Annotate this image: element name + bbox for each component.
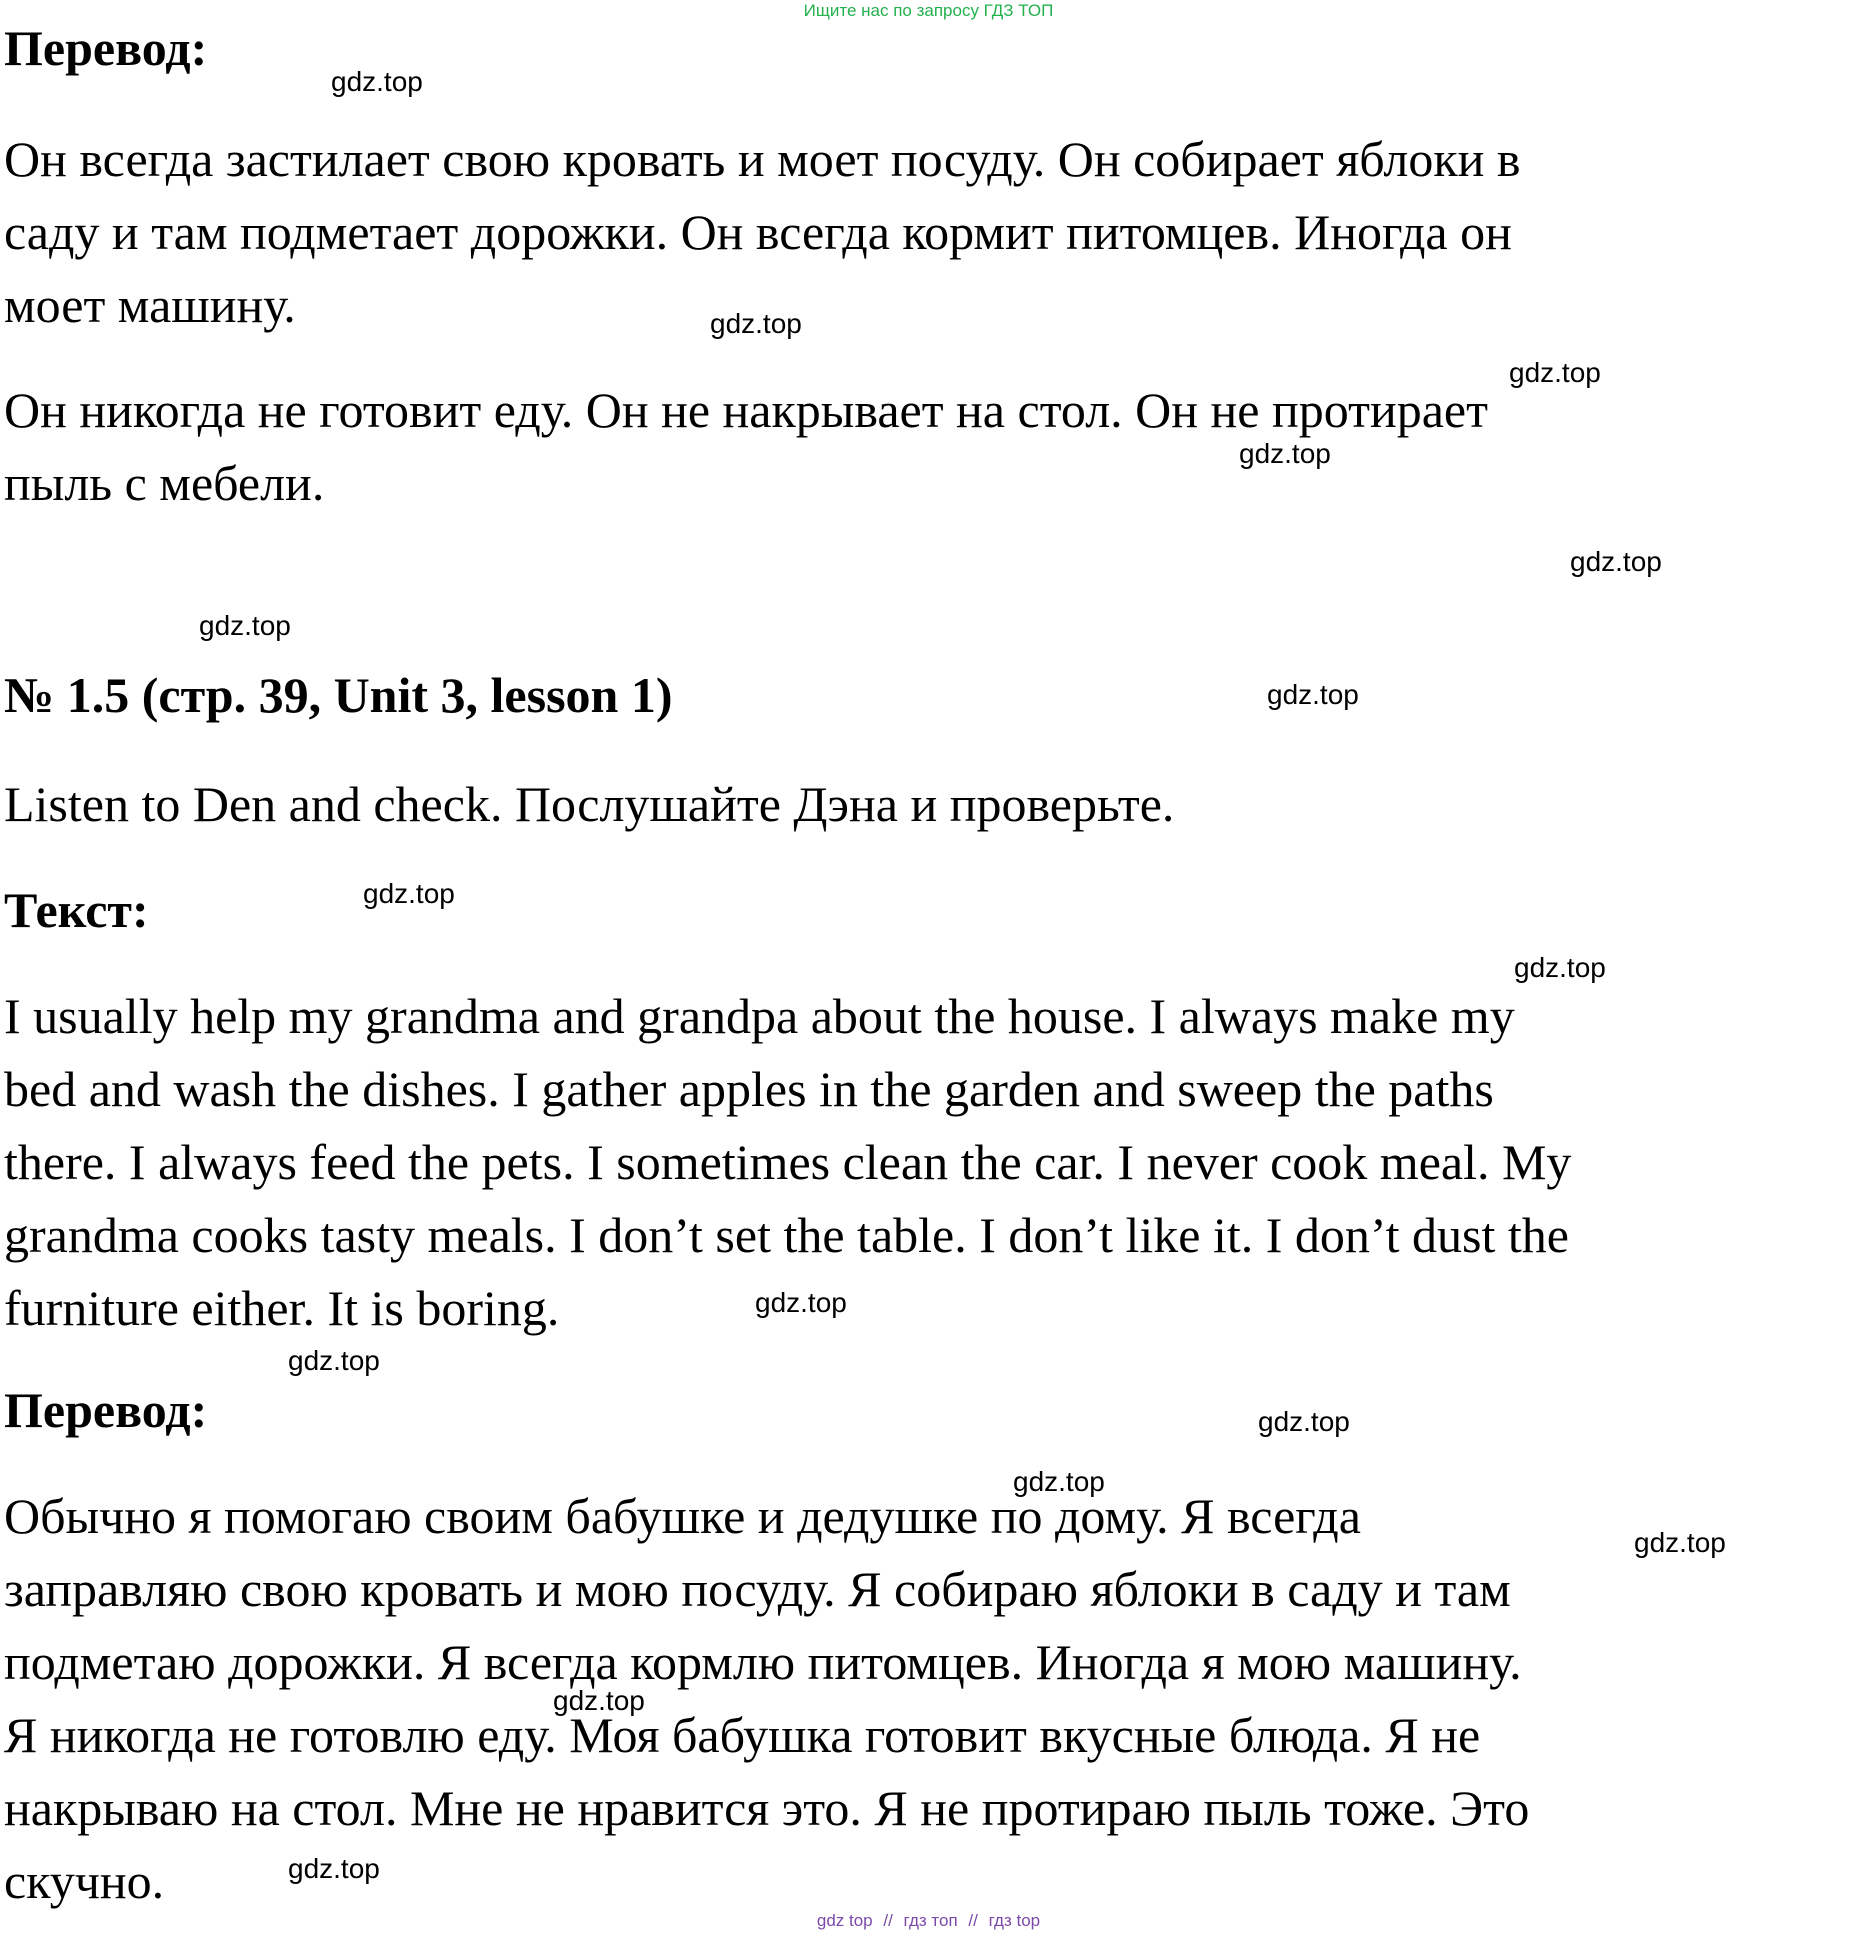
text-line: Он никогда не готовит еду. Он не накрывает на стол. Он не протирает <box>4 382 1488 438</box>
text-heading: Текст: <box>4 882 149 938</box>
watermark: gdz.top <box>288 1345 380 1376</box>
exercise-instruction <box>4 768 1854 841</box>
watermark: gdz.top <box>1509 357 1601 388</box>
russian-translation <box>4 1480 1854 1918</box>
text-line: пыль с мебели. <box>4 455 325 511</box>
watermark: gdz.top <box>331 66 423 97</box>
text-line: моет машину. <box>4 277 296 333</box>
watermark: gdz.top <box>1634 1527 1726 1558</box>
translation-heading-2: Перевод: <box>4 1382 208 1438</box>
text-line: grandma cooks tasty meals. I don’t set the table. I don’t like it. I don’t dust the <box>4 1207 1569 1263</box>
bottom-watermark-part: гдз top <box>988 1911 1041 1930</box>
watermark: gdz.top <box>710 308 802 339</box>
watermark: gdz.top <box>363 878 455 909</box>
watermark: gdz.top <box>1570 546 1662 577</box>
text-line: there. I always feed the pets. I sometimes clean the car. I never cook meal. My <box>4 1134 1572 1190</box>
translation-heading-1: Перевод: <box>4 20 208 76</box>
text-line: Listen to Den and check. Послушайте Дэна и проверьте. <box>4 776 1175 832</box>
watermark: gdz.top <box>553 1685 645 1716</box>
text-line: Он всегда застилает свою кровать и моет посуду. Он собирает яблоки в <box>4 131 1521 187</box>
bottom-watermark-part: gdz top <box>816 1911 873 1930</box>
translation-paragraph-2 <box>4 374 1854 520</box>
bottom-watermark-bar <box>0 1910 1857 1932</box>
exercise-title: № 1.5 (стр. 39, Unit 3, lesson 1) <box>4 667 673 723</box>
watermark: gdz.top <box>1514 952 1606 983</box>
text-line: bed and wash the dishes. I gather apples in the garden and sweep the paths <box>4 1061 1494 1117</box>
translation-paragraph-1 <box>4 123 1854 342</box>
text-line: подметаю дорожки. Я всегда кормлю питомцев. Иногда я мою машину. <box>4 1634 1522 1690</box>
english-text <box>4 980 1854 1345</box>
bottom-separator: // <box>883 1911 893 1930</box>
text-line: furniture either. It is boring. <box>4 1280 560 1336</box>
watermark: gdz.top <box>288 1853 380 1884</box>
text-line: Я никогда не готовлю еду. Моя бабушка готовит вкусные блюда. Я не <box>4 1707 1481 1763</box>
watermark: gdz.top <box>199 610 291 641</box>
text-line: заправляю свою кровать и мою посуду. Я собираю яблоки в саду и там <box>4 1561 1511 1617</box>
top-banner: Ищите нас по запросу ГДЗ ТОП <box>803 1 1054 20</box>
bottom-separator: // <box>968 1911 978 1930</box>
text-line: саду и там подметает дорожки. Он всегда кормит питомцев. Иногда он <box>4 204 1512 260</box>
watermark: gdz.top <box>1013 1466 1105 1497</box>
watermark: gdz.top <box>1239 438 1331 469</box>
watermark: gdz.top <box>1267 679 1359 710</box>
text-line: I usually help my grandma and grandpa about the house. I always make my <box>4 988 1515 1044</box>
bottom-watermark-part: гдз топ <box>903 1911 958 1930</box>
text-line: Обычно я помогаю своим бабушке и дедушке по дому. Я всегда <box>4 1488 1361 1544</box>
text-line: скучно. <box>4 1853 165 1909</box>
watermark: gdz.top <box>1258 1406 1350 1437</box>
watermark: gdz.top <box>755 1287 847 1318</box>
text-line: накрываю на стол. Мне не нравится это. Я не протираю пыль тоже. Это <box>4 1780 1530 1836</box>
